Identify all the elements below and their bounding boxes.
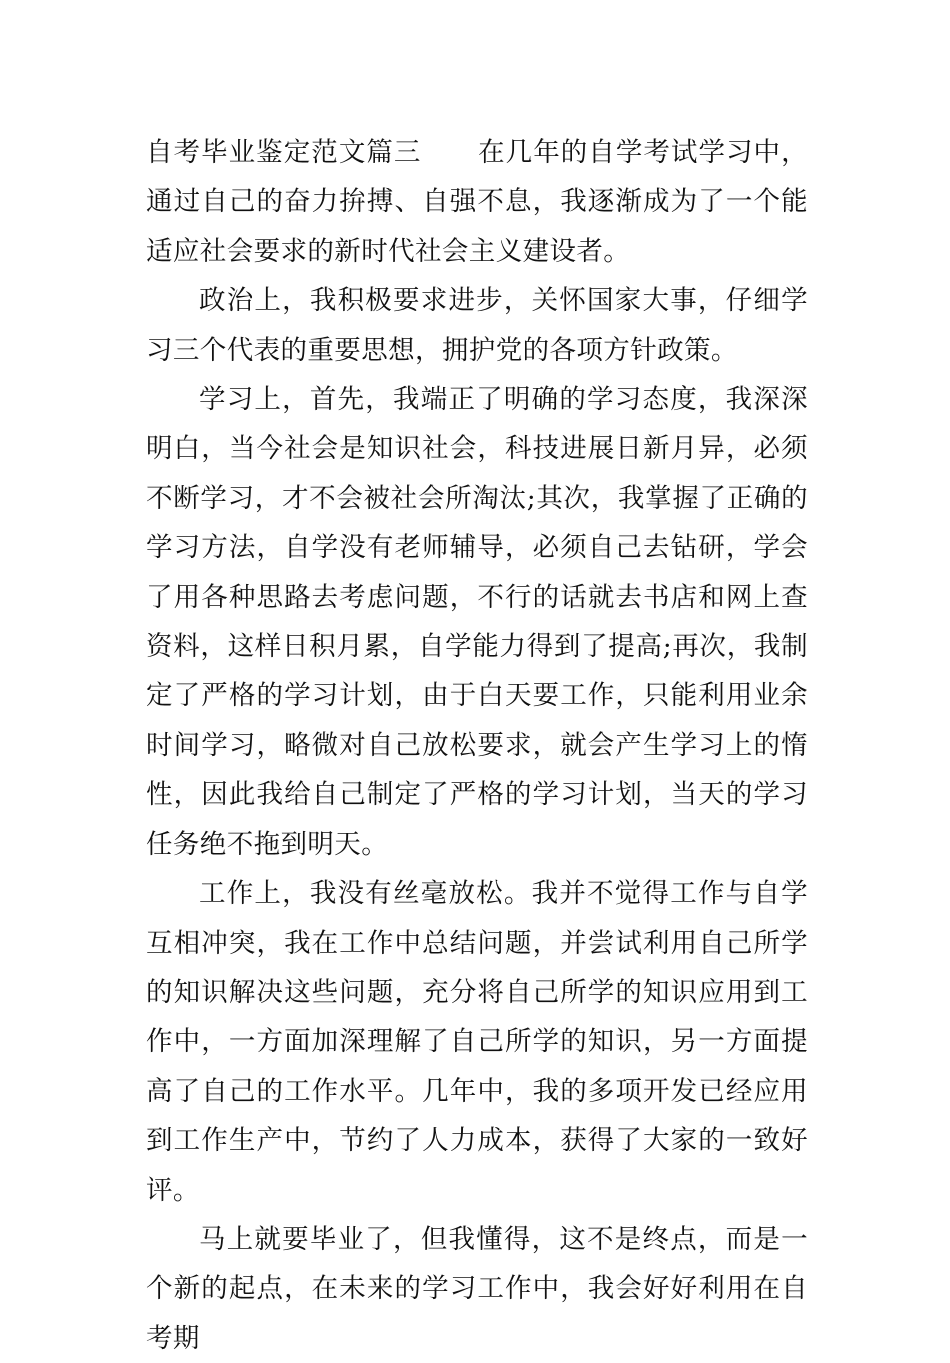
paragraph-work: 工作上，我没有丝毫放松。我并不觉得工作与自学互相冲突，我在工作中总结问题，并尝试利用自己所学的知识解决这些问题，充分将自己所学的知识应用到工作中，一方面加深理解了自己所学的知识，另一方面提高了自己的工作水平。几年中，我的多项开发已经应用到工作生产中，节约了人力成本，获得了大家的一致好评。 — [146, 878, 808, 1206]
intro-paragraph — [146, 128, 808, 276]
document-body — [146, 128, 808, 1363]
paragraph-graduation: 马上就要毕业了，但我懂得，这不是终点，而是一个新的起点，在未来的学习工作中，我会好好利用在自考期 — [146, 1223, 808, 1354]
paragraph-study: 学习上，首先，我端正了明确的学习态度，我深深明白，当今社会是知识社会，科技进展日新月异，必须不断学习，才不会被社会所淘汰;其次，我掌握了正确的学习方法，自学没有老师辅导，必须自己去钻研，学会了用各种思路去考虑问题，不行的话就去书店和网上查资料，这样日积月累，自学能力得到了提高;再次，我制定了严格的学习计划，由于白天要工作，只能利用业余时间学习，略微对自己放松要求，就会产生学习上的惰性，因此我给自己制定了严格的学习计划，当天的学习任务绝不拖到明天。 — [146, 384, 808, 860]
document-heading: 自考毕业鉴定范文篇三 — [146, 137, 422, 168]
intro-text: 在几年的自学考试学习中，通过自己的奋力拚搏、自强不息，我逐渐成为了一个能适应社会要求的新时代社会主义建设者。 — [146, 137, 808, 267]
paragraph-politics: 政治上，我积极要求进步，关怀国家大事，仔细学习三个代表的重要思想，拥护党的各项方针政策。 — [146, 285, 808, 366]
